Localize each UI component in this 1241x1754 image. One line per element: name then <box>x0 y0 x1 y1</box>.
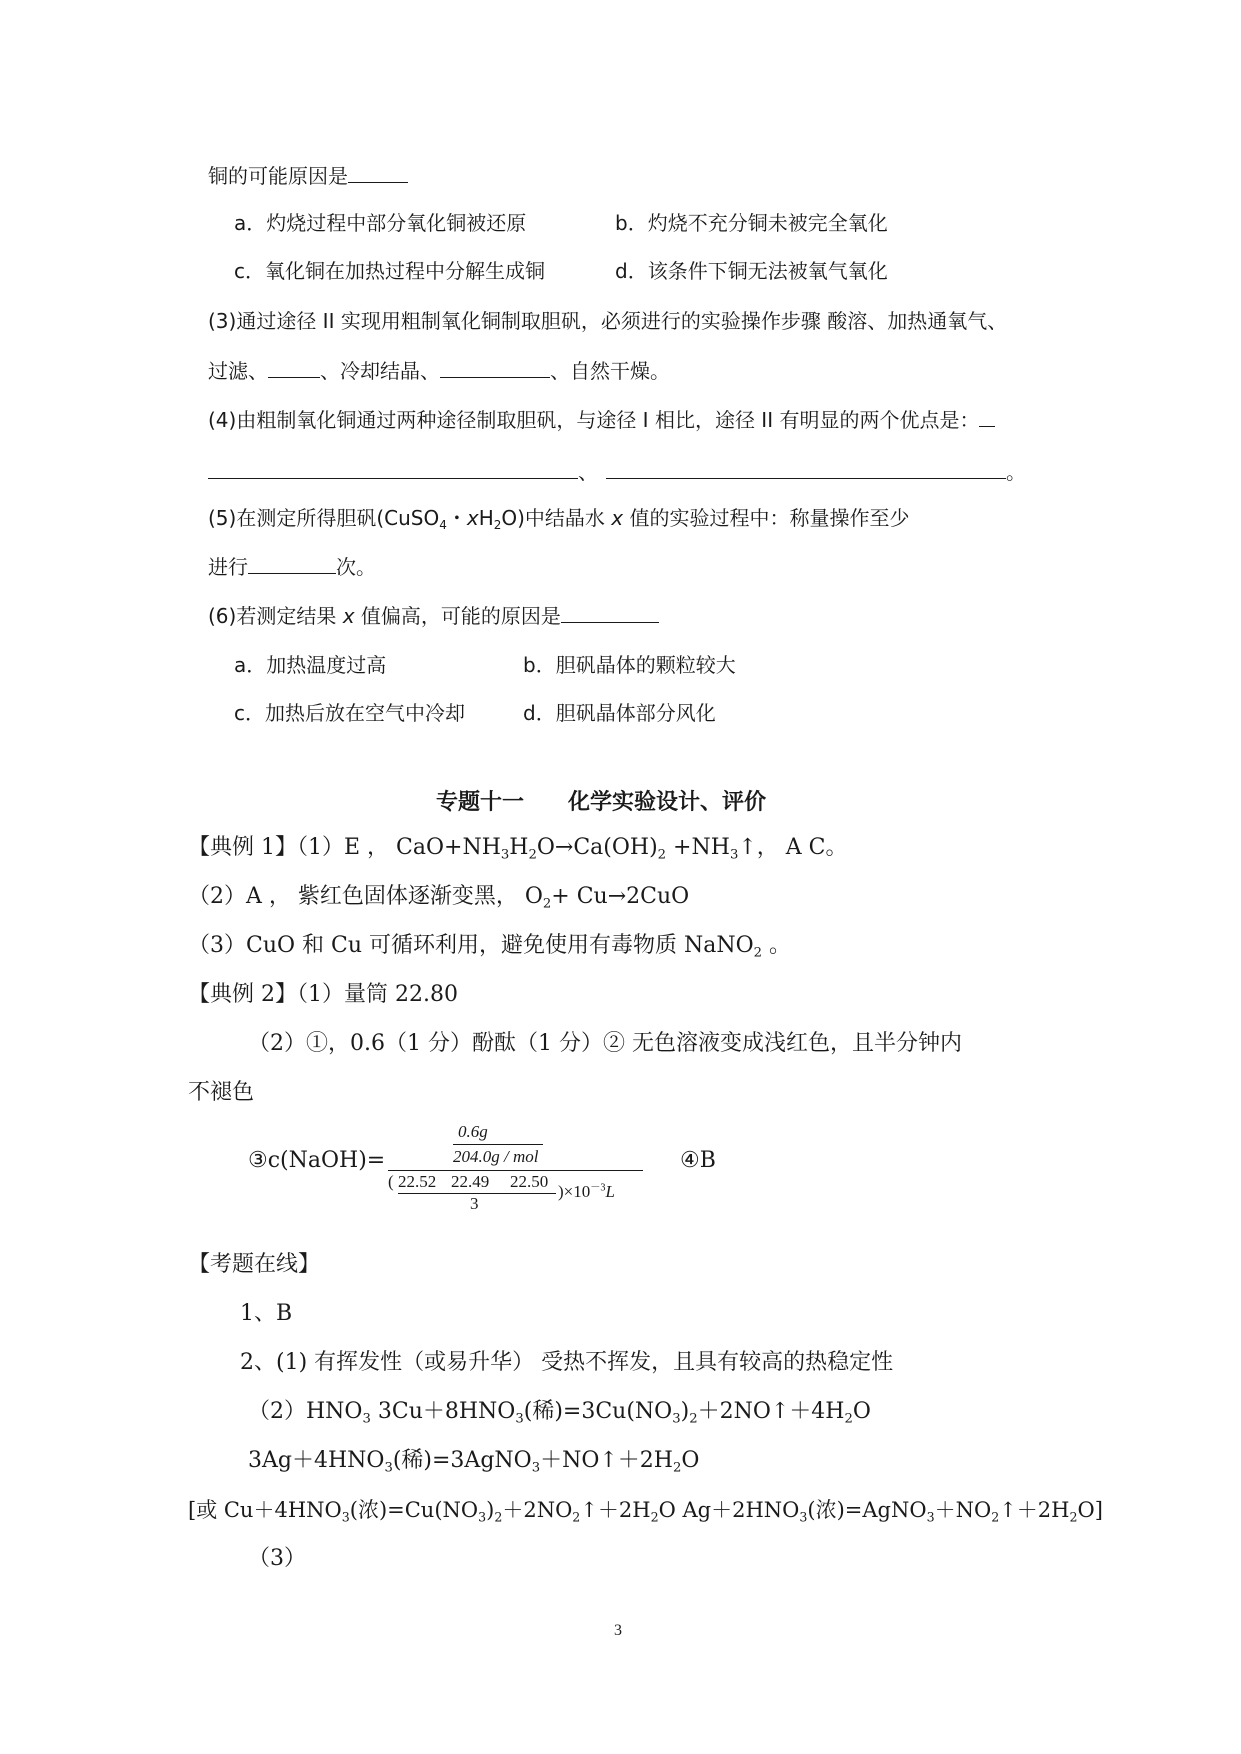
page-number: 3 <box>614 1622 622 1639</box>
online-title: 【考题在线】 <box>188 1252 321 1277</box>
answer-blank <box>979 404 995 427</box>
answer-blank <box>440 355 550 378</box>
formula-num-1: 0.6g <box>458 1122 488 1141</box>
formula-num-2: 204.0g / mol <box>453 1147 539 1166</box>
example-1-line-2: （2）A ， 紫红色固体逐渐变黑， $O_2+ Cu\to 2CuO$ <box>188 884 690 912</box>
q4-line-1: (4)由粗制氧化铜通过两种途径制取胆矾，与途径 I 相比，途径 II 有明显的两个优点是： <box>208 404 995 435</box>
option-c: c．氧化铜在加热过程中分解生成铜 <box>234 259 545 283</box>
option-d: d．该条件下铜无法被氧气氧化 <box>615 259 888 283</box>
q3-line-1: (3)通过途径 II 实现用粗制氧化铜制取胆矾，必须进行的实验操作步骤 酸溶、加热通氧气、 <box>208 309 1008 333</box>
formula-den-b: 22.49 <box>451 1172 490 1191</box>
section-title: 专题十一 化学实验设计、评价 <box>436 790 767 815</box>
example-1-line-3: （3）CuO 和 Cu 可循环利用，避免使用有毒物质 NaNO$_2$ 。 <box>188 933 792 961</box>
q6-line: (6)若测定结果 x 值偏高，可能的原因是 <box>208 600 659 631</box>
naoh-formula <box>248 1122 716 1213</box>
answer-blank <box>561 600 659 623</box>
example-1-line-1: 【典例 1】（1）E ， $CaO+NH_3H_2O\to Ca(OH)_2$ $+NH_3↑$， A C。 <box>188 835 848 863</box>
q6-option-b: b．胆矾晶体的颗粒较大 <box>523 653 736 677</box>
answer-blank <box>606 456 1006 479</box>
formula-after: ④B <box>680 1148 716 1173</box>
inner-fraction-bar <box>453 1144 543 1145</box>
formula-den-c: 22.50 <box>510 1172 549 1191</box>
example-2-line-2: （2）①，0.6（1 分）酚酞（1 分）② 无色溶液变成浅红色，且半分钟内 <box>248 1031 962 1056</box>
answer-2-line-2: $(2)HNO_3$ $3Cu+8HNO_3$(稀)$=3Cu(NO_3)_2+2NO↑+4H_2O$ <box>248 1399 871 1427</box>
formula-den-a: 22.52 <box>398 1172 437 1191</box>
answer-2-line-3: $3Ag+4HNO_3$(稀)$=3AgNO_3+NO↑+2H_2O$ <box>248 1448 700 1476</box>
example-2-line-3: 不褪色 <box>188 1080 255 1105</box>
q6-option-d: d．胆矾晶体部分风化 <box>523 701 716 725</box>
main-fraction-bar <box>388 1170 643 1171</box>
example-2-line-1: 【典例 2】（1）量筒 22.80 <box>188 982 458 1007</box>
q4-line-2: 、 。 <box>208 456 1026 487</box>
answer-2-line-5: （3） <box>248 1546 306 1571</box>
answer-blank <box>348 160 408 183</box>
q6-option-a: a．加热温度过高 <box>234 653 387 677</box>
answer-blank <box>208 456 578 479</box>
q6-option-c: c．加热后放在空气中冷却 <box>234 701 465 725</box>
formula-den-3: 3 <box>470 1194 479 1213</box>
answer-1: 1、B <box>240 1301 293 1326</box>
formula-lead: ③c(NaOH)= <box>248 1148 386 1173</box>
answer-2-line-1: 2、(1) 有挥发性（或易升华） 受热不挥发，且具有较高的热稳定性 <box>240 1350 894 1375</box>
q3-line-2: 过滤、 、冷却结晶、 、自然干燥。 <box>208 355 670 386</box>
formula-tail: )$\times 10^{-3}L$ <box>558 1182 615 1201</box>
formula-den-open: ( <box>388 1172 394 1191</box>
option-b: b．灼烧不充分铜未被完全氧化 <box>615 211 888 235</box>
q5-line-2: 进行 次。 <box>208 551 376 582</box>
answer-blank <box>268 355 320 378</box>
q2-tail-line: 铜的可能原因是 <box>208 160 408 191</box>
option-a: a．灼烧过程中部分氧化铜被还原 <box>234 211 527 235</box>
q5-line-1: (5)在测定所得胆矾(CuSO$_4$・$xH_2O$)中结晶水 x 值的实验过程中：称量操作至少 <box>208 506 910 533</box>
answer-blank <box>248 551 336 574</box>
answer-2-line-4: [或 $Cu+4HNO_3$(浓)$=Cu(NO_3)_2+2NO_2↑+2H_2O$ $Ag+2HNO_3$(浓)$=AgNO_3+NO_2↑+2H_2O$] <box>188 1498 1103 1525</box>
